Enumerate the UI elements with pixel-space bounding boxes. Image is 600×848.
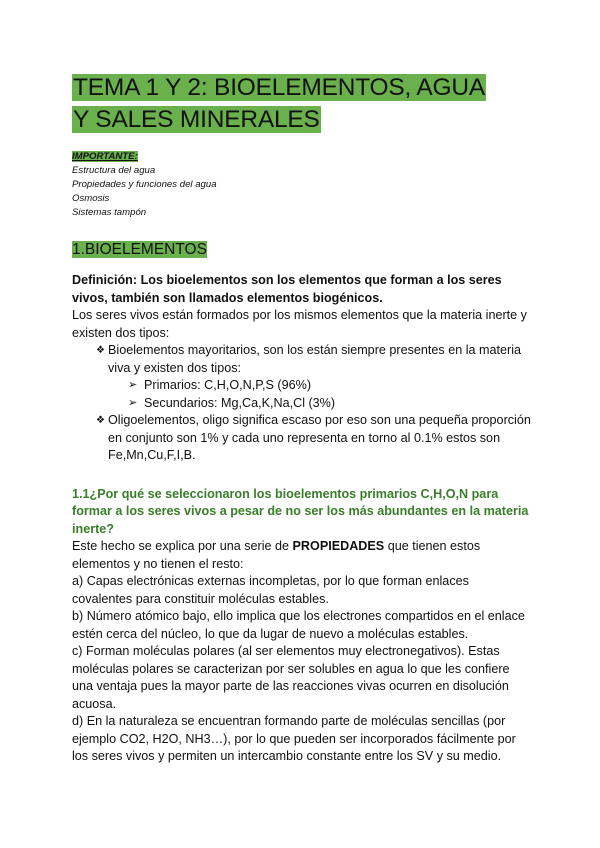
important-block — [72, 150, 532, 220]
important-item: Propiedades y funciones del agua — [72, 179, 217, 190]
important-item: Osmosis — [72, 193, 110, 204]
intro-text: Los seres vivos están formados por los mismos elementos que la materia inerte y existen dos tipos: — [72, 308, 527, 340]
document-page — [72, 72, 532, 766]
property-c: c) Forman moléculas polares (al ser elementos muy electronegativos). Estas moléculas polares se caracterizan por ser solubles en agua lo que les confiere una ventaja pues la mayor parte de las reacciones vivas ocurren en disolución acuosa. — [72, 644, 510, 711]
important-label: IMPORTANTE: — [72, 151, 138, 162]
property-a: a) Capas electrónicas externas incompletas, por lo que forman enlaces covalentes para constituir moléculas estables. — [72, 574, 469, 606]
arrow-bullet-icon: ➢ — [128, 379, 138, 391]
property-b: b) Número atómico bajo, ello implica que los electrones compartidos en el enlace estén cerca del núcleo, lo que da lugar de nuevo a moléculas estables. — [72, 609, 525, 641]
section-1-1-body — [72, 538, 532, 766]
property-d: d) En la naturaleza se encuentran formando parte de moléculas sencillas (por ejemplo CO2, H2O, NH3…), por lo que pueden ser incorporados fácilmente por los seres vivos y permiten un intercambio constante entre los SV y su medio. — [72, 714, 516, 763]
section-heading-bioelementos: 1.BIOELEMENTOS — [72, 241, 207, 258]
document-title — [72, 72, 532, 136]
section-1-body — [72, 272, 532, 465]
important-item: Sistemas tampón — [72, 207, 147, 218]
section-heading-1-1: 1.1¿Por qué se seleccionaron los bioelementos primarios C,H,O,N para formar a los seres vivos a pesar de no ser los más abundantes en la materia inerte? — [72, 486, 529, 536]
list-item: ❖ Bioelementos mayoritarios, son los están siempre presentes en la materia viva y existen dos tipos: ➢ Primarios: C,H,O,N,P,S (96%) ➢ Secundarios: Mg,Ca,K,Na,Cl (3%) — [96, 342, 532, 412]
sub-list — [108, 377, 532, 412]
list-item: ➢ Primarios: C,H,O,N,P,S (96%) — [128, 377, 532, 395]
list-item: ❖ Oligoelementos, oligo significa escaso por eso son una pequeña proporción en conjunto son 1% y cada uno representa en torno al 0.1% estos son Fe,Mn,Cu,F,I,B. — [96, 413, 531, 462]
diamond-bullet-icon: ❖ — [96, 415, 105, 426]
bioelement-list — [72, 342, 532, 465]
list-item: ➢ Secundarios: Mg,Ca,K,Na,Cl (3%) — [128, 395, 532, 413]
title-line-2: Y SALES MINERALES — [73, 106, 320, 133]
definition-text: Definición: Los bioelementos son los elementos que forman a los seres vivos, también son llamados elementos biogénicos. — [72, 273, 502, 305]
title-line-1: TEMA 1 Y 2: BIOELEMENTOS, AGUA — [73, 74, 486, 101]
arrow-bullet-icon: ➢ — [128, 396, 138, 409]
important-item: Estructura del agua — [72, 165, 156, 176]
properties-intro: Este hecho se explica por una serie de PROPIEDADES que tienen estos elementos y no tienen el resto: — [72, 539, 481, 571]
diamond-bullet-icon: ❖ — [96, 345, 105, 356]
